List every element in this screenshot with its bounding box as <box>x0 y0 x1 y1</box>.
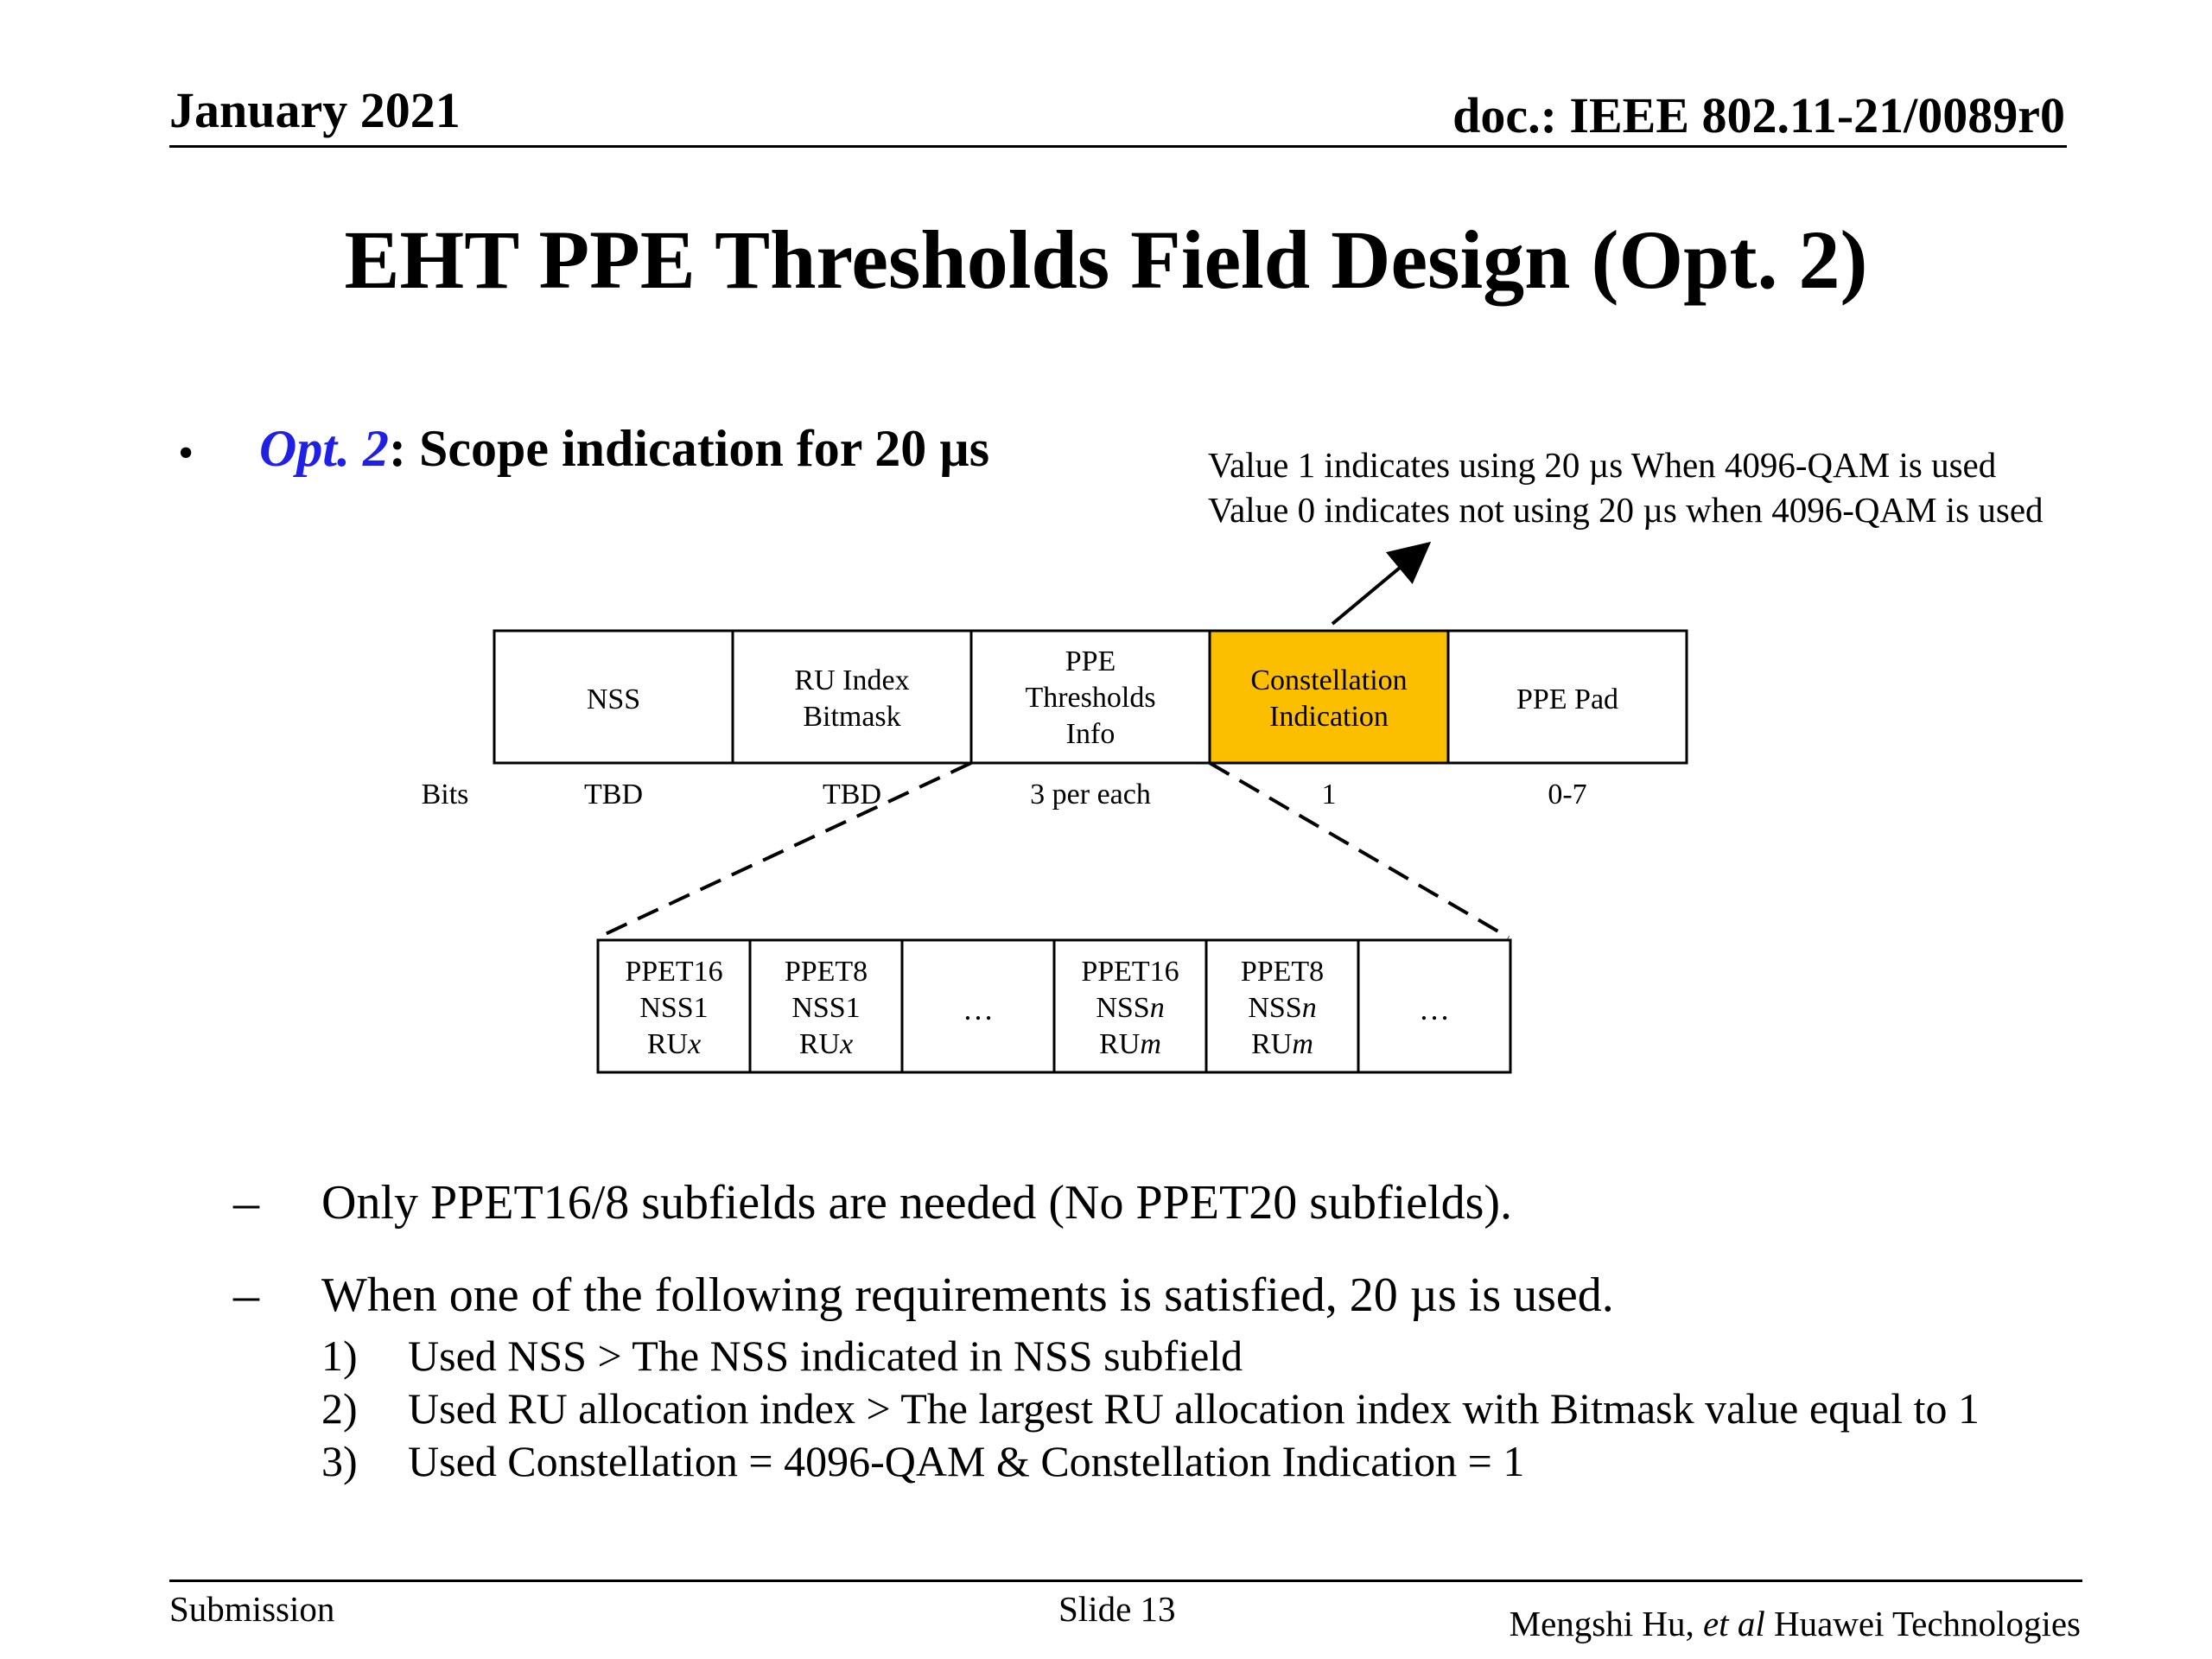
expansion-line-right <box>1210 763 1509 938</box>
field-ppe-pad-label: PPE Pad <box>1516 683 1619 715</box>
footer-submission: Submission <box>169 1589 335 1629</box>
expansion-line-left <box>598 763 971 938</box>
subfield-1-line-1: PPET16 <box>625 956 723 988</box>
field-ppe-thresholds-label-3: Info <box>1065 718 1116 750</box>
field-ppe-thresholds-label-2: Thresholds <box>1025 682 1156 714</box>
subfield-6-ellipsis: … <box>1419 992 1450 1027</box>
footer-author-name: Mengshi Hu, <box>1509 1604 1703 1643</box>
subfield-5-line-3: RUm <box>1251 1028 1313 1060</box>
bits-row <box>422 779 1587 810</box>
field-constellation-label-2: Indication <box>1269 701 1389 733</box>
sub-bullet-2: When one of the following requirements is satisfied, 20 µs is used. <box>321 1268 1614 1322</box>
subfield-5-line-2: NSSn <box>1248 992 1317 1024</box>
bits-ppe-thresholds: 3 per each <box>1030 779 1151 810</box>
bits-ru-index: TBD <box>823 779 881 810</box>
annotation-line-2: Value 0 indicates not using 20 µs when 4096-QAM is used <box>1208 490 2044 530</box>
bits-label: Bits <box>421 779 469 810</box>
slide-title: EHT PPE Thresholds Field Design (Opt. 2) <box>344 213 1868 306</box>
field-ru-index-label-1: RU Index <box>794 664 910 696</box>
requirement-num-2: 2) <box>321 1384 358 1433</box>
annotation-line-1: Value 1 indicates using 20 µs When 4096-QAM is used <box>1208 445 1997 485</box>
subfield-1-line-2: NSS1 <box>639 992 709 1024</box>
subfield-2-line-1: PPET8 <box>784 956 868 988</box>
subfield-4-line-3: RUm <box>1099 1028 1161 1060</box>
subfield-4-line-2: NSSn <box>1096 992 1165 1024</box>
field-constellation-label-1: Constellation <box>1250 664 1408 696</box>
subfield-1-line-3: RUx <box>646 1028 702 1060</box>
subfield-5-line-1: PPET8 <box>1240 956 1325 988</box>
field-ru-index-box <box>733 631 971 763</box>
footer-rule <box>169 1580 2082 1582</box>
sub-bullet-1: Only PPET16/8 subfields are needed (No PPET20 subfields). <box>321 1176 1513 1230</box>
subfield-4-line-1: PPET16 <box>1081 956 1179 988</box>
subfield-row <box>598 940 1510 1072</box>
bullet-symbol: • <box>178 429 194 478</box>
requirement-1: Used NSS > The NSS indicated in NSS subfield <box>408 1332 1243 1380</box>
requirement-3: Used Constellation = 4096-QAM & Constellation Indication = 1 <box>408 1437 1525 1485</box>
requirement-num-1: 1) <box>321 1332 358 1380</box>
subfield-2-line-3: RUx <box>798 1028 854 1060</box>
bits-constellation: 1 <box>1321 779 1337 810</box>
bits-ppe-pad: 0-7 <box>1548 779 1587 810</box>
footer-author <box>1510 1603 2081 1644</box>
requirement-num-3: 3) <box>321 1437 358 1485</box>
header-date: January 2021 <box>169 82 461 138</box>
field-row <box>494 631 1687 763</box>
annotation-arrow <box>1332 546 1426 624</box>
option-label: Opt. 2 <box>259 420 389 477</box>
field-ppe-thresholds-label-1: PPE <box>1065 645 1116 677</box>
field-nss-label: NSS <box>586 683 641 715</box>
sub-bullet-dash-2: – <box>233 1266 259 1323</box>
header-doc-id: doc.: IEEE 802.11-21/0089r0 <box>1452 87 2065 143</box>
field-ru-index-label-2: Bitmask <box>803 701 901 733</box>
bits-nss: TBD <box>584 779 643 810</box>
subfield-3-ellipsis: … <box>963 992 994 1027</box>
field-constellation-box <box>1210 631 1448 763</box>
subfield-2-line-2: NSS1 <box>791 992 861 1024</box>
requirement-2: Used RU allocation index > The largest RU allocation index with Bitmask value equal to 1 <box>408 1384 1980 1433</box>
footer-organization: Huawei Technologies <box>1764 1604 2081 1643</box>
sub-bullet-dash-1: – <box>233 1173 259 1230</box>
bullet-heading: : Scope indication for 20 µs <box>389 420 990 477</box>
footer-slide-number: Slide 13 <box>1058 1589 1176 1629</box>
footer-et-al: et al <box>1702 1604 1765 1643</box>
